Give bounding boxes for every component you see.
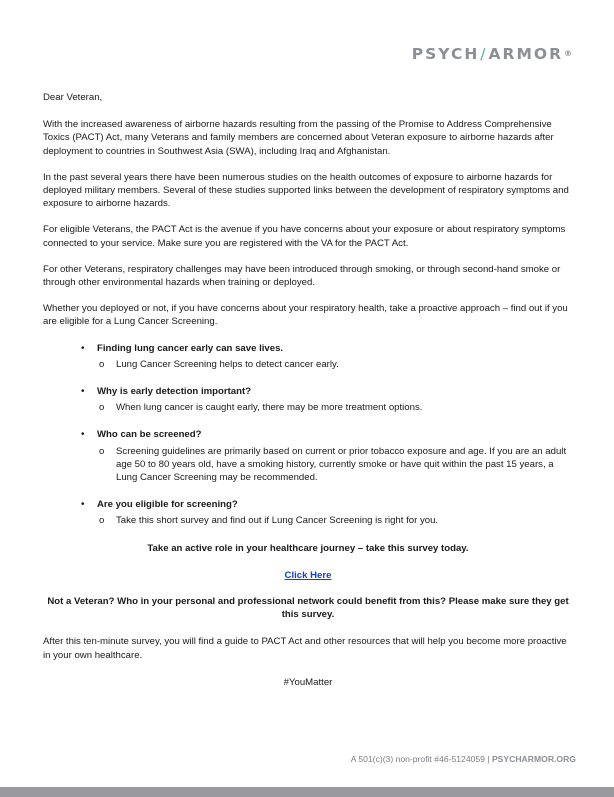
bullet-answer: Screening guidelines are primarily based on current or prior tobacco exposure and age. If you are an adult age 50 to 80 years old, have a smoking history, currently smoke or have quit within the past 15 years, a Lung Cancer Screening may be recommended. xyxy=(116,445,567,484)
logo-text-armor: ARMOR xyxy=(488,45,563,63)
bullet-icon: • xyxy=(81,342,85,354)
not-a-veteran-message: Not a Veteran? Who in your personal and professional network could benefit from this? Please make sure they get this survey. xyxy=(47,596,569,621)
hashtag: #YouMatter xyxy=(283,676,333,688)
psycharmor-logo xyxy=(412,44,572,64)
sub-list-item xyxy=(97,358,573,371)
bullet-question: Who can be screened? xyxy=(97,429,202,441)
logo-slash: / xyxy=(480,45,488,63)
call-to-action: Take an active role in your healthcare journey – take this survey today. xyxy=(147,542,469,554)
screening-bullet-list xyxy=(43,342,573,528)
bullet-icon: • xyxy=(81,499,85,511)
paragraph-eligible-veterans: For eligible Veterans, the PACT Act is the avenue if you have concerns about your exposure or about respiratory symptoms connected to your service. Make sure you are registered with the VA for the PACT Act. xyxy=(43,224,566,249)
footer-website: PSYCHARMOR.ORG xyxy=(491,754,576,764)
bullet-question: Finding lung cancer early can save lives. xyxy=(97,342,284,354)
list-item xyxy=(43,342,573,371)
sub-list xyxy=(97,445,573,485)
sub-list xyxy=(97,358,573,371)
list-item xyxy=(43,385,573,414)
letter-body xyxy=(43,91,573,689)
bullet-question: Why is early detection important? xyxy=(97,386,252,398)
sub-list-item xyxy=(97,445,573,485)
bottom-bar xyxy=(0,787,614,797)
bullet-icon: • xyxy=(81,429,85,441)
sub-list xyxy=(97,401,573,414)
salutation: Dear Veteran, xyxy=(43,92,103,103)
sub-list xyxy=(97,514,573,527)
list-item xyxy=(43,498,573,527)
bullet-answer: Take this short survey and find out if Lung Cancer Screening is right for you. xyxy=(116,515,439,527)
paragraph-other-veterans: For other Veterans, respiratory challenges may have been introduced through smoking, or through second-hand smoke or through other environmental hazards when training or deployed. xyxy=(43,263,561,289)
bullet-question: Are you eligible for screening? xyxy=(97,499,238,511)
logo-registered-mark: ® xyxy=(564,49,572,58)
sub-list-item xyxy=(97,514,573,527)
circle-bullet-icon: o xyxy=(99,358,105,370)
after-survey-paragraph: After this ten-minute survey, you will find a guide to PACT Act and other resources that will help you become more proactive in your own healthcare. xyxy=(43,636,567,661)
circle-bullet-icon: o xyxy=(99,515,105,527)
paragraph-pact-awareness: With the increased awareness of airborne hazards resulting from the passing of the Promise to Address Comprehensive Toxics (PACT) Act, many Veterans and family members are concerned about Veteran exposure to airborne hazards after deployment to countries in Southwest Asia (SWA), including Iraq and Afghanistan. xyxy=(43,119,554,157)
survey-link-wrapper xyxy=(43,569,573,582)
sub-list-item xyxy=(97,401,573,414)
bullet-icon: • xyxy=(81,386,85,398)
circle-bullet-icon: o xyxy=(99,445,105,457)
paragraph-studies: In the past several years there have been numerous studies on the health outcomes of exposure to airborne hazards for deployed military members. Several of these studies supported links between the development of respiratory symptoms and exposure to airborne hazards. xyxy=(43,171,569,210)
click-here-link[interactable]: Click Here xyxy=(284,569,332,581)
bullet-answer: When lung cancer is caught early, there may be more treatment options. xyxy=(116,402,423,414)
logo-text-psych: PSYCH xyxy=(411,45,480,63)
paragraph-proactive: Whether you deployed or not, if you have concerns about your respiratory health, take a proactive approach – find out if you are eligible for a Lung Cancer Screening. xyxy=(43,303,568,328)
bullet-answer: Lung Cancer Screening helps to detect cancer early. xyxy=(116,358,339,370)
circle-bullet-icon: o xyxy=(99,402,105,414)
footer xyxy=(351,753,576,765)
footer-nonprofit-id: A 501(c)(3) non-profit #46-5124059 | xyxy=(350,754,492,764)
list-item xyxy=(43,428,573,484)
